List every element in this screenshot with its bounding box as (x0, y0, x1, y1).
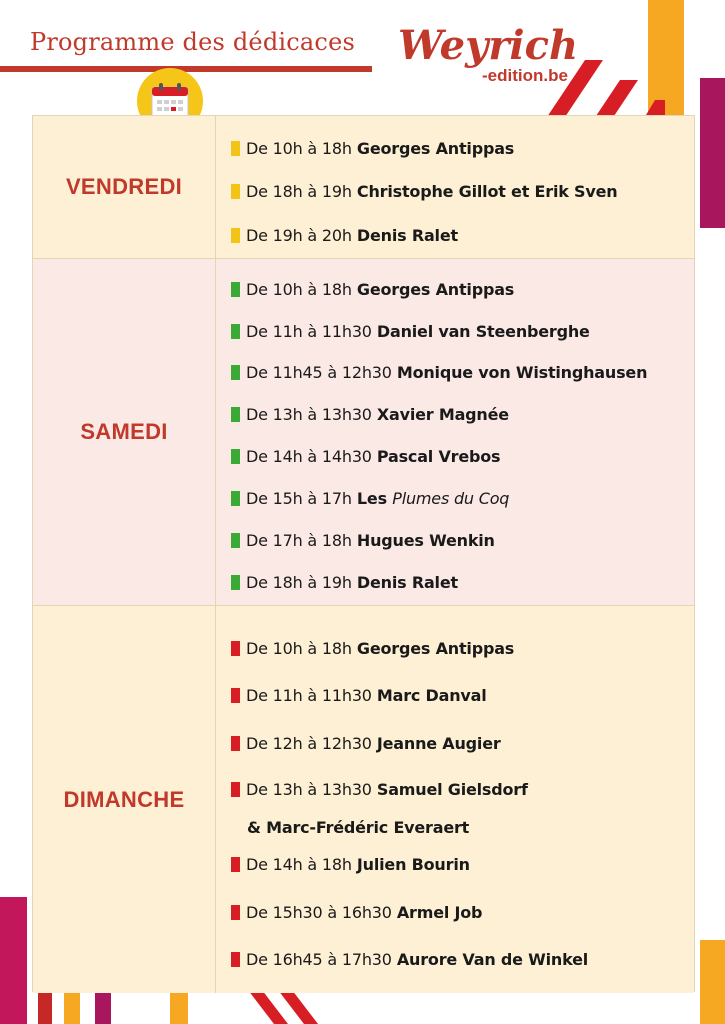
entry-time: De 19h à 20h (246, 225, 352, 245)
red-marker-icon (231, 641, 240, 656)
deco-stripe-orange-right (700, 940, 725, 1024)
entry-author: Pascal Vrebos (376, 446, 501, 466)
entry-time: De 11h45 à 12h30 (246, 362, 392, 382)
list-item (231, 360, 647, 384)
red-marker-icon (231, 782, 240, 797)
page-title: Programme des dédicaces (30, 28, 355, 56)
entry-author: Jeanne Augier (376, 733, 501, 753)
entry-time: De 10h à 18h (246, 138, 352, 158)
entry-time: De 15h à 17h (246, 488, 352, 508)
deco-slashes-bottom (248, 990, 328, 1024)
logo-domain: -edition.be (482, 66, 568, 85)
list-item (231, 777, 528, 801)
deco-stripe-orange-bottom2 (170, 993, 188, 1024)
entry-time: De 13h à 13h30 (246, 404, 372, 424)
green-marker-icon (231, 365, 240, 380)
list-item (231, 636, 514, 660)
list-item (231, 179, 617, 203)
entry-author: Georges Antippas (356, 279, 515, 299)
entry-time: De 11h à 11h30 (246, 321, 372, 341)
list-item (231, 136, 514, 160)
entry-author-italic: Plumes du Coq (392, 488, 510, 508)
logo-wordmark: Weyrich (398, 22, 579, 69)
entry-time: De 14h à 18h (246, 854, 352, 874)
schedule-table (32, 115, 695, 992)
list-item (231, 277, 514, 301)
title-underline (0, 66, 372, 72)
green-marker-icon (231, 449, 240, 464)
list-item (231, 900, 482, 924)
list-item (231, 731, 501, 755)
entry-author: Xavier Magnée (376, 404, 509, 424)
list-item (231, 852, 470, 876)
day-section-vendredi (33, 116, 694, 259)
entry-author: Georges Antippas (356, 138, 515, 158)
day-label-dimanche: DIMANCHE (63, 786, 185, 812)
entry-author: Marc Danval (376, 685, 487, 705)
list-item (231, 528, 495, 552)
day-label-samedi: SAMEDI (80, 419, 168, 444)
list-item (231, 570, 458, 594)
deco-stripe-magenta-left (0, 897, 27, 1024)
yellow-marker-icon (231, 184, 240, 199)
deco-stripe-red-bottom (38, 993, 52, 1024)
list-item (231, 683, 487, 707)
entry-author: Georges Antippas (356, 638, 515, 658)
entry-author: Armel Job (396, 902, 483, 922)
entry-time: De 12h à 12h30 (246, 733, 372, 753)
entry-time: De 15h30 à 16h30 (246, 902, 392, 922)
list-item (231, 319, 590, 343)
entry-time: De 18h à 19h (246, 181, 352, 201)
publisher-logo (398, 22, 598, 92)
entry-author (357, 489, 509, 508)
green-marker-icon (231, 407, 240, 422)
entry-author-line2: & Marc-Frédéric Everaert (247, 817, 470, 837)
entry-time: De 10h à 18h (246, 638, 352, 658)
day-label-cell (33, 259, 216, 605)
deco-stripe-orange-bottom1 (64, 993, 80, 1024)
day-label-cell (33, 606, 216, 993)
entry-time: De 11h à 11h30 (246, 685, 372, 705)
entry-author: Samuel Gielsdorf (376, 779, 528, 799)
day-label-vendredi: VENDREDI (65, 174, 183, 199)
red-marker-icon (231, 736, 240, 751)
red-marker-icon (231, 857, 240, 872)
red-marker-icon (231, 952, 240, 967)
list-item (231, 402, 509, 426)
day-label-cell (33, 116, 216, 258)
entry-author: Daniel van Steenberghe (376, 321, 590, 341)
entry-author: Monique von Wistinghausen (396, 362, 648, 382)
entry-author: Hugues Wenkin (356, 530, 495, 550)
entry-author: Aurore Van de Winkel (396, 949, 589, 969)
list-item (231, 444, 500, 468)
yellow-marker-icon (231, 228, 240, 243)
deco-stripe-magenta-top (700, 78, 725, 228)
entry-time: De 18h à 19h (246, 572, 352, 592)
yellow-marker-icon (231, 141, 240, 156)
green-marker-icon (231, 491, 240, 506)
day-section-dimanche (33, 606, 694, 993)
list-item-continuation (247, 815, 469, 839)
red-marker-icon (231, 688, 240, 703)
entry-time: De 16h45 à 17h30 (246, 949, 392, 969)
red-marker-icon (231, 905, 240, 920)
entry-author-prefix: Les (356, 488, 387, 508)
entry-time: De 13h à 13h30 (246, 779, 372, 799)
green-marker-icon (231, 533, 240, 548)
list-item (231, 947, 588, 971)
entry-time: De 17h à 18h (246, 530, 352, 550)
entry-author: Denis Ralet (356, 225, 458, 245)
list-item (231, 486, 509, 510)
green-marker-icon (231, 324, 240, 339)
day-section-samedi (33, 259, 694, 606)
entry-time: De 14h à 14h30 (246, 446, 372, 466)
entry-author: Christophe Gillot et Erik Sven (356, 181, 618, 201)
entry-time: De 10h à 18h (246, 279, 352, 299)
entry-author: Julien Bourin (356, 854, 470, 874)
deco-stripe-magenta-bottom (95, 993, 111, 1024)
green-marker-icon (231, 575, 240, 590)
entry-author: Denis Ralet (356, 572, 458, 592)
list-item (231, 223, 458, 247)
green-marker-icon (231, 282, 240, 297)
